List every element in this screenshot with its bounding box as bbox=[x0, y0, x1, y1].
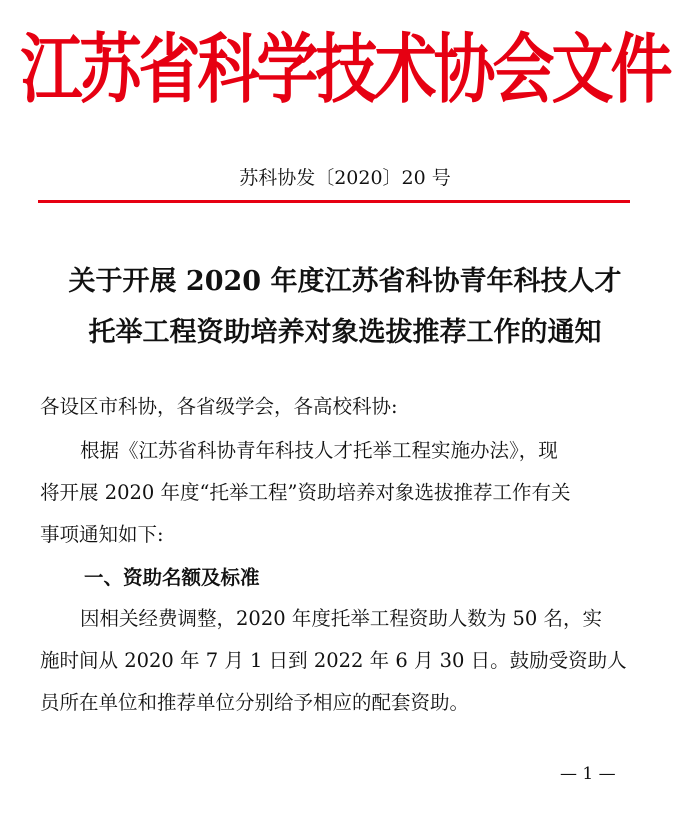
document-masthead: 江苏省科学技术协会文件 bbox=[20, 24, 670, 115]
intro-paragraph-line-1: 根据《江苏省科协青年科技人才托举工程实施办法》，现 bbox=[80, 439, 558, 462]
section-1-line-1: 因相关经费调整，2020 年度托举工程资助人数为 50 名，实 bbox=[80, 607, 603, 630]
section-1-line-2: 施时间从 2020 年 7 月 1 日到 2022 年 6 月 30 日。鼓励受资助人 bbox=[40, 649, 627, 672]
red-divider-line bbox=[38, 200, 630, 203]
page-number: — 1 — bbox=[560, 764, 616, 784]
notice-title-line-2: 托举工程资助培养对象选拔推荐工作的通知 bbox=[88, 317, 602, 348]
intro-paragraph-line-3: 事项通知如下: bbox=[40, 523, 164, 546]
document-number: 苏科协发〔2020〕20 号 bbox=[239, 167, 451, 189]
section-1-line-3: 员所在单位和推荐单位分别给予相应的配套资助。 bbox=[40, 691, 470, 714]
addressee-line: 各设区市科协，各省级学会，各高校科协: bbox=[40, 395, 398, 418]
notice-title-line-1: 关于开展 2020 年度江苏省科协青年科技人才 bbox=[68, 266, 622, 297]
section-1-heading: 一、资助名额及标准 bbox=[84, 566, 260, 589]
intro-paragraph-line-2: 将开展 2020 年度“托举工程”资助培养对象选拔推荐工作有关 bbox=[40, 481, 571, 504]
